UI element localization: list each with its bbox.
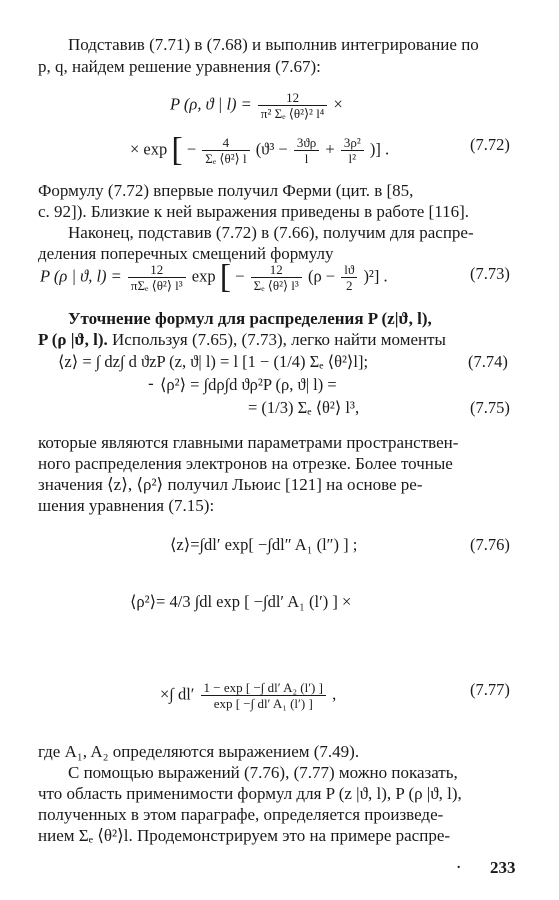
text-line: что область применимости формул для P (z |ϑ, l), P (ρ |ϑ, l), bbox=[38, 784, 462, 803]
fraction bbox=[201, 680, 326, 711]
denominator: Σₑ ⟨θ²⟩ l bbox=[205, 151, 247, 166]
section-heading: Уточнение формул для распределения P (z|ϑ, l), bbox=[68, 309, 432, 328]
numerator: 12 bbox=[128, 262, 186, 278]
denominator: exp [ −∫ dl′ A₁ (l′) ] bbox=[213, 696, 313, 711]
text-line: деления поперечных смещений формулу bbox=[38, 244, 334, 263]
eq-lhs: P (ρ, ϑ | l) = bbox=[170, 94, 252, 114]
text-line bbox=[38, 329, 446, 350]
text-line: Формулу (7.72) впервые получил Ферми (цит. в [85, bbox=[38, 181, 414, 200]
numerator: 3ρ² bbox=[341, 135, 364, 151]
equation-7-72-line2 bbox=[130, 131, 390, 169]
text-line: с. 92]). Близкие к ней выражения приведены в работе [116]. bbox=[38, 202, 470, 221]
text-line: которые являются главными параметрами пространствен- bbox=[38, 433, 459, 452]
fraction bbox=[341, 135, 364, 166]
equation-number: (7.76) bbox=[470, 535, 510, 554]
denominator: 2 bbox=[346, 278, 353, 293]
numerator: 3ϑρ bbox=[294, 135, 319, 151]
text-line: где A₁, A₂ определяются выражением (7.49). bbox=[38, 742, 360, 761]
page-number: 233 bbox=[490, 858, 516, 877]
exp-word: exp bbox=[191, 266, 216, 286]
equation-7-75-line1: ⟨ρ²⟩ = ∫dρ∫d ϑρ²P (ρ, ϑ| l) = bbox=[160, 375, 337, 394]
equation-7-77-line1: ⟨ρ²⟩= 4/3 ∫dl exp [ −∫dl′ A₁ (l′) ] × bbox=[130, 592, 352, 611]
equation-number: (7.73) bbox=[470, 264, 510, 283]
text-line: p, q, найдем решение уравнения (7.67): bbox=[38, 57, 321, 76]
heading-tail: P (ρ |ϑ, l). bbox=[38, 330, 108, 349]
denominator: π² Σₑ ⟨θ²⟩² l⁴ bbox=[260, 106, 325, 121]
denominator: l² bbox=[348, 151, 357, 166]
fraction bbox=[258, 90, 327, 121]
numerator: 4 bbox=[202, 135, 249, 151]
equation-number: (7.72) bbox=[470, 135, 510, 154]
text-line: нием Σₑ ⟨θ²⟩l. Продемонстрируем это на примере распре- bbox=[38, 826, 451, 845]
numerator: lϑ bbox=[341, 262, 357, 278]
fraction bbox=[128, 262, 186, 293]
denominator: πΣₑ ⟨θ²⟩ l³ bbox=[130, 278, 183, 293]
eq-middle: (ϑ³ − bbox=[255, 139, 288, 159]
stray-mark: · bbox=[456, 858, 462, 878]
text-line: ного распределения электронов на отрезке. Более точные bbox=[38, 454, 453, 473]
eq-lhs: P (ρ | ϑ, l) = bbox=[40, 266, 122, 286]
times-sign: × bbox=[333, 94, 343, 114]
text-line: значения ⟨z⟩, ⟨ρ²⟩ получил Льюис [121] на основе ре- bbox=[38, 475, 423, 494]
open-bracket: [ bbox=[171, 131, 183, 169]
equation-7-75-line2: = (1/3) Σₑ ⟨θ²⟩ l³, bbox=[248, 398, 360, 417]
fraction bbox=[202, 135, 249, 166]
equation-number: (7.75) bbox=[470, 398, 510, 417]
text-line: Подставив (7.71) в (7.68) и выполнив интегрирование по bbox=[68, 35, 479, 54]
exp-prefix: × exp bbox=[130, 139, 168, 159]
text-line: С помощью выражений (7.76), (7.77) можно показать, bbox=[68, 763, 458, 782]
numerator: 12 bbox=[251, 262, 302, 278]
text-span: Используя (7.65), (7.73), легко найти моменты bbox=[107, 330, 446, 349]
eq-close: )] . bbox=[369, 139, 390, 159]
denominator: Σₑ ⟨θ²⟩ l³ bbox=[253, 278, 299, 293]
stray-mark: - bbox=[148, 374, 154, 394]
equation-7-73 bbox=[40, 258, 388, 296]
fraction bbox=[251, 262, 302, 293]
equation-7-72-line1 bbox=[170, 90, 343, 121]
eq-close: )²] . bbox=[363, 266, 388, 286]
eq-paren: (ρ − bbox=[307, 266, 336, 286]
equation-7-76: ⟨z⟩=∫dl′ exp[ −∫dl″ A₁ (l″) ] ; bbox=[170, 535, 358, 554]
eq-prefix: ×∫ dl′ bbox=[160, 684, 195, 704]
equation-number: (7.77) bbox=[470, 680, 510, 699]
open-bracket: [ bbox=[219, 258, 232, 296]
denominator: l bbox=[304, 151, 309, 166]
numerator: 12 bbox=[258, 90, 327, 106]
fraction bbox=[294, 135, 319, 166]
equation-7-74: ⟨z⟩ = ∫ dz∫ d ϑzP (z, ϑ| l) = l [1 − (1/4) Σₑ ⟨θ²⟩l]; bbox=[58, 352, 369, 371]
comma: , bbox=[332, 684, 337, 704]
minus-sign: − bbox=[186, 139, 197, 159]
equation-7-77-line2 bbox=[160, 680, 336, 711]
text-line: Наконец, подставив (7.72) в (7.66), получим для распре- bbox=[68, 223, 474, 242]
text-line: шения уравнения (7.15): bbox=[38, 496, 215, 515]
fraction bbox=[341, 262, 357, 293]
minus-sign: − bbox=[235, 266, 245, 286]
numerator: 1 − exp [ −∫ dl′ A₂ (l′) ] bbox=[201, 680, 326, 696]
plus-sign: + bbox=[325, 139, 335, 159]
text-line: полученных в этом параграфе, определяется произведе- bbox=[38, 805, 444, 824]
equation-number: (7.74) bbox=[468, 352, 508, 371]
